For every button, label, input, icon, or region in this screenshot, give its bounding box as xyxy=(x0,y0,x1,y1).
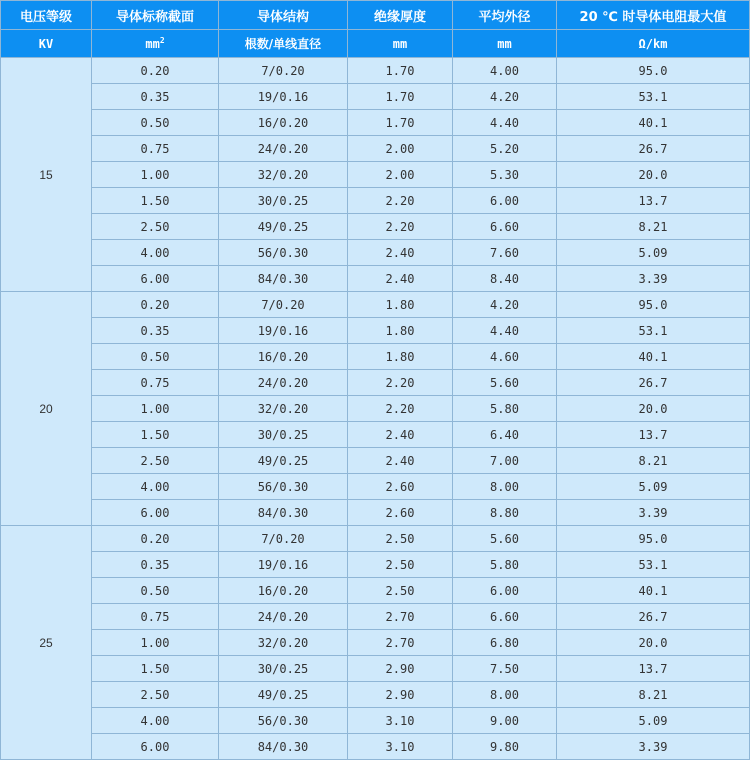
cell-structure: 49/0.25 xyxy=(219,682,348,708)
cell-diameter: 6.40 xyxy=(453,422,557,448)
cell-insulation: 1.70 xyxy=(348,58,453,84)
cell-diameter: 8.80 xyxy=(453,500,557,526)
cell-resistance: 8.21 xyxy=(557,214,750,240)
cell-section: 0.20 xyxy=(92,526,219,552)
cell-diameter: 5.60 xyxy=(453,370,557,396)
section-unit-sup: 2 xyxy=(159,36,165,45)
cell-diameter: 5.20 xyxy=(453,136,557,162)
cell-structure: 56/0.30 xyxy=(219,240,348,266)
cell-diameter: 4.20 xyxy=(453,292,557,318)
cell-insulation: 3.10 xyxy=(348,708,453,734)
cell-resistance: 5.09 xyxy=(557,474,750,500)
table-row xyxy=(1,708,750,734)
cell-resistance: 20.0 xyxy=(557,396,750,422)
cell-diameter: 5.30 xyxy=(453,162,557,188)
cell-structure: 84/0.30 xyxy=(219,734,348,760)
table-header xyxy=(1,1,750,58)
table-row xyxy=(1,526,750,552)
cell-diameter: 4.40 xyxy=(453,318,557,344)
cell-diameter: 8.00 xyxy=(453,682,557,708)
cell-structure: 49/0.25 xyxy=(219,214,348,240)
cell-section: 4.00 xyxy=(92,474,219,500)
cell-structure: 84/0.30 xyxy=(219,500,348,526)
table-row xyxy=(1,162,750,188)
cell-structure: 32/0.20 xyxy=(219,630,348,656)
cell-resistance: 95.0 xyxy=(557,292,750,318)
cell-insulation: 1.80 xyxy=(348,344,453,370)
cell-voltage: 15 xyxy=(1,58,92,292)
cell-section: 0.75 xyxy=(92,136,219,162)
table-row xyxy=(1,344,750,370)
cell-section: 0.20 xyxy=(92,292,219,318)
table-row xyxy=(1,110,750,136)
table-row xyxy=(1,604,750,630)
table-row xyxy=(1,292,750,318)
header-insulation-unit: mm xyxy=(348,30,453,58)
cell-structure: 32/0.20 xyxy=(219,162,348,188)
table-row xyxy=(1,656,750,682)
cell-section: 6.00 xyxy=(92,500,219,526)
cell-structure: 7/0.20 xyxy=(219,292,348,318)
cell-structure: 30/0.25 xyxy=(219,656,348,682)
cell-section: 0.50 xyxy=(92,110,219,136)
cell-section: 2.50 xyxy=(92,448,219,474)
cell-section: 0.35 xyxy=(92,318,219,344)
cell-diameter: 9.00 xyxy=(453,708,557,734)
cell-diameter: 4.60 xyxy=(453,344,557,370)
cell-structure: 30/0.25 xyxy=(219,188,348,214)
cell-section: 0.20 xyxy=(92,58,219,84)
cell-insulation: 2.40 xyxy=(348,240,453,266)
table-row xyxy=(1,734,750,760)
table-row xyxy=(1,84,750,110)
cell-diameter: 5.80 xyxy=(453,552,557,578)
cell-resistance: 3.39 xyxy=(557,500,750,526)
cell-resistance: 8.21 xyxy=(557,448,750,474)
cell-insulation: 2.40 xyxy=(348,448,453,474)
cell-section: 0.50 xyxy=(92,344,219,370)
cell-resistance: 3.39 xyxy=(557,734,750,760)
cell-resistance: 26.7 xyxy=(557,604,750,630)
cell-section: 1.50 xyxy=(92,188,219,214)
table-row xyxy=(1,396,750,422)
header-diameter: 平均外径 xyxy=(453,1,557,30)
cell-resistance: 26.7 xyxy=(557,370,750,396)
cell-insulation: 2.90 xyxy=(348,682,453,708)
cell-voltage: 25 xyxy=(1,526,92,760)
cell-insulation: 2.20 xyxy=(348,370,453,396)
cell-structure: 32/0.20 xyxy=(219,396,348,422)
cell-diameter: 6.80 xyxy=(453,630,557,656)
cell-resistance: 95.0 xyxy=(557,526,750,552)
table-row xyxy=(1,58,750,84)
header-structure-sub: 根数/单线直径 xyxy=(219,30,348,58)
cell-structure: 7/0.20 xyxy=(219,58,348,84)
cell-structure: 24/0.20 xyxy=(219,370,348,396)
cell-insulation: 2.00 xyxy=(348,136,453,162)
cell-structure: 16/0.20 xyxy=(219,344,348,370)
table-row xyxy=(1,266,750,292)
header-insulation: 绝缘厚度 xyxy=(348,1,453,30)
header-section-unit xyxy=(92,30,219,58)
cell-insulation: 2.50 xyxy=(348,552,453,578)
cell-structure: 7/0.20 xyxy=(219,526,348,552)
header-diameter-unit: mm xyxy=(453,30,557,58)
cell-insulation: 2.50 xyxy=(348,578,453,604)
cell-resistance: 53.1 xyxy=(557,552,750,578)
cell-resistance: 20.0 xyxy=(557,630,750,656)
cell-diameter: 9.80 xyxy=(453,734,557,760)
cell-structure: 56/0.30 xyxy=(219,708,348,734)
cell-insulation: 1.80 xyxy=(348,292,453,318)
cell-resistance: 26.7 xyxy=(557,136,750,162)
cell-insulation: 2.50 xyxy=(348,526,453,552)
cell-insulation: 2.60 xyxy=(348,500,453,526)
cell-insulation: 1.70 xyxy=(348,84,453,110)
cell-section: 1.50 xyxy=(92,656,219,682)
cell-insulation: 3.10 xyxy=(348,734,453,760)
table-row xyxy=(1,136,750,162)
cell-insulation: 2.40 xyxy=(348,266,453,292)
cell-insulation: 2.20 xyxy=(348,214,453,240)
cell-diameter: 7.50 xyxy=(453,656,557,682)
cell-insulation: 2.00 xyxy=(348,162,453,188)
cell-diameter: 5.80 xyxy=(453,396,557,422)
cell-diameter: 4.40 xyxy=(453,110,557,136)
cell-structure: 16/0.20 xyxy=(219,110,348,136)
header-voltage-unit: KV xyxy=(1,30,92,58)
table-row xyxy=(1,422,750,448)
cell-diameter: 6.00 xyxy=(453,188,557,214)
cell-diameter: 7.00 xyxy=(453,448,557,474)
cell-section: 1.00 xyxy=(92,396,219,422)
cell-resistance: 40.1 xyxy=(557,110,750,136)
cell-section: 0.75 xyxy=(92,604,219,630)
cell-section: 2.50 xyxy=(92,214,219,240)
cell-resistance: 13.7 xyxy=(557,422,750,448)
cell-diameter: 6.60 xyxy=(453,604,557,630)
cell-section: 4.00 xyxy=(92,240,219,266)
header-row-2 xyxy=(1,30,750,58)
table-row xyxy=(1,448,750,474)
cell-resistance: 8.21 xyxy=(557,682,750,708)
cell-resistance: 53.1 xyxy=(557,84,750,110)
cell-insulation: 1.70 xyxy=(348,110,453,136)
header-resistance-unit: Ω/km xyxy=(557,30,750,58)
cell-diameter: 7.60 xyxy=(453,240,557,266)
cell-structure: 56/0.30 xyxy=(219,474,348,500)
table-row xyxy=(1,370,750,396)
cell-diameter: 8.40 xyxy=(453,266,557,292)
table-row xyxy=(1,188,750,214)
table-row xyxy=(1,630,750,656)
table-body xyxy=(1,58,750,760)
cell-structure: 19/0.16 xyxy=(219,84,348,110)
cell-diameter: 4.20 xyxy=(453,84,557,110)
cell-structure: 19/0.16 xyxy=(219,318,348,344)
cell-diameter: 4.00 xyxy=(453,58,557,84)
cell-structure: 84/0.30 xyxy=(219,266,348,292)
table-row xyxy=(1,682,750,708)
cell-resistance: 53.1 xyxy=(557,318,750,344)
header-row-1 xyxy=(1,1,750,30)
cell-section: 6.00 xyxy=(92,734,219,760)
table-row xyxy=(1,214,750,240)
cell-insulation: 2.90 xyxy=(348,656,453,682)
header-voltage: 电压等级 xyxy=(1,1,92,30)
cell-section: 4.00 xyxy=(92,708,219,734)
cell-resistance: 20.0 xyxy=(557,162,750,188)
cell-resistance: 40.1 xyxy=(557,344,750,370)
header-section: 导体标称截面 xyxy=(92,1,219,30)
cell-section: 1.00 xyxy=(92,630,219,656)
header-resistance: 20 ℃ 时导体电阻最大值 xyxy=(557,1,750,30)
cell-insulation: 1.80 xyxy=(348,318,453,344)
cell-resistance: 5.09 xyxy=(557,708,750,734)
header-structure: 导体结构 xyxy=(219,1,348,30)
cell-section: 0.35 xyxy=(92,84,219,110)
table-row xyxy=(1,474,750,500)
cell-section: 2.50 xyxy=(92,682,219,708)
cell-section: 1.50 xyxy=(92,422,219,448)
cell-diameter: 6.00 xyxy=(453,578,557,604)
cell-section: 0.50 xyxy=(92,578,219,604)
cell-structure: 16/0.20 xyxy=(219,578,348,604)
cell-section: 1.00 xyxy=(92,162,219,188)
cell-section: 0.35 xyxy=(92,552,219,578)
cell-resistance: 13.7 xyxy=(557,656,750,682)
cell-resistance: 13.7 xyxy=(557,188,750,214)
cell-structure: 19/0.16 xyxy=(219,552,348,578)
cell-insulation: 2.70 xyxy=(348,604,453,630)
cell-structure: 24/0.20 xyxy=(219,604,348,630)
cell-resistance: 40.1 xyxy=(557,578,750,604)
table-row xyxy=(1,500,750,526)
cell-diameter: 8.00 xyxy=(453,474,557,500)
cell-resistance: 5.09 xyxy=(557,240,750,266)
cell-insulation: 2.40 xyxy=(348,422,453,448)
cell-diameter: 5.60 xyxy=(453,526,557,552)
cell-insulation: 2.20 xyxy=(348,396,453,422)
table-row xyxy=(1,578,750,604)
table-row xyxy=(1,318,750,344)
section-unit-text: mm xyxy=(145,37,160,51)
cell-structure: 30/0.25 xyxy=(219,422,348,448)
table-row xyxy=(1,552,750,578)
cell-structure: 49/0.25 xyxy=(219,448,348,474)
cell-insulation: 2.70 xyxy=(348,630,453,656)
cell-section: 0.75 xyxy=(92,370,219,396)
cell-section: 6.00 xyxy=(92,266,219,292)
cell-resistance: 3.39 xyxy=(557,266,750,292)
cell-structure: 24/0.20 xyxy=(219,136,348,162)
cell-insulation: 2.20 xyxy=(348,188,453,214)
cell-resistance: 95.0 xyxy=(557,58,750,84)
cell-insulation: 2.60 xyxy=(348,474,453,500)
cell-voltage: 20 xyxy=(1,292,92,526)
table-row xyxy=(1,240,750,266)
cell-diameter: 6.60 xyxy=(453,214,557,240)
